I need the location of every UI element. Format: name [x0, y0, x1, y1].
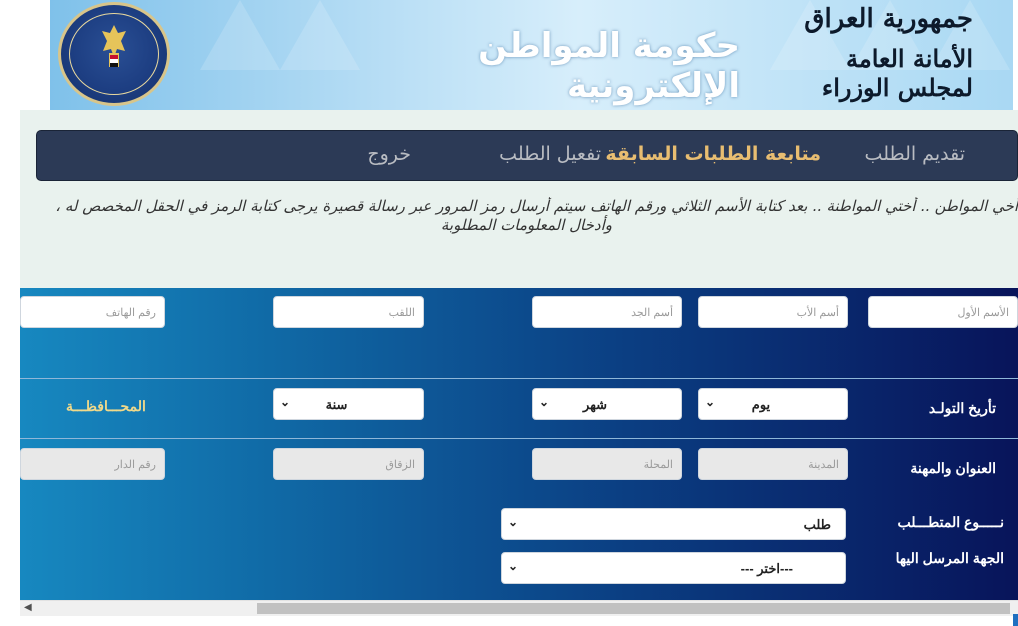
- request-type-label: نـــــوع المتطـــلب: [897, 514, 1004, 530]
- nav-logout[interactable]: خروج: [367, 143, 411, 165]
- secretariat-name: الأمانة العامة لمجلس الوزراء: [821, 44, 973, 102]
- instructions-line2: وأدخال المعلومات المطلوبة: [440, 216, 612, 234]
- chevron-down-icon: ⌄: [508, 559, 519, 573]
- chevron-down-icon: ⌄: [508, 515, 519, 529]
- chevron-down-icon: ⌄: [705, 395, 716, 409]
- form-divider: [20, 438, 1018, 439]
- eagle-icon: [99, 23, 129, 73]
- first-name-field[interactable]: الأسم الأول: [868, 296, 1018, 328]
- district-field[interactable]: المحلة: [532, 448, 682, 480]
- chevron-down-icon: ⌄: [280, 395, 291, 409]
- birth-month-select[interactable]: شهر ⌄: [532, 388, 682, 420]
- birth-year-select[interactable]: سنة ⌄: [273, 388, 424, 420]
- alley-field[interactable]: الزقاق: [273, 448, 424, 480]
- chevron-down-icon: ⌄: [539, 395, 550, 409]
- grandfather-name-field[interactable]: أسم الجد: [532, 296, 682, 328]
- scrollbar-thumb[interactable]: [257, 603, 1010, 614]
- scroll-left-arrow-icon[interactable]: ◀: [24, 602, 32, 613]
- destination-select[interactable]: ---اختر --- ⌄: [501, 552, 846, 584]
- government-name: جمهورية العراق: [804, 4, 973, 34]
- portal-title: حكومة المواطن الإلكترونية: [478, 26, 740, 106]
- corner-marker: [1013, 614, 1018, 626]
- address-label: العنوان والمهنة: [910, 460, 996, 476]
- iraq-emblem-seal-icon: [58, 2, 170, 106]
- phone-field[interactable]: رقم الهاتف: [20, 296, 165, 328]
- destination-label: الجهة المرسل اليها: [895, 550, 1004, 566]
- horizontal-scrollbar[interactable]: [20, 600, 1018, 616]
- surname-field[interactable]: اللقب: [273, 296, 424, 328]
- birth-date-label: تأريخ التولـد: [928, 400, 996, 416]
- request-type-select[interactable]: طلب ⌄: [501, 508, 846, 540]
- nav-submit-request[interactable]: تقديم الطلب: [864, 143, 965, 165]
- nav-activate-request[interactable]: تفعيل الطلب: [499, 143, 601, 165]
- form-divider: [20, 378, 1018, 379]
- governorate-label: المحـــافظـــة: [66, 398, 146, 414]
- nav-track-previous-requests[interactable]: متابعة الطلبات السابقة: [605, 143, 821, 165]
- father-name-field[interactable]: أسم الأب: [698, 296, 848, 328]
- house-number-field[interactable]: رقم الدار: [20, 448, 165, 480]
- city-field[interactable]: المدينة: [698, 448, 848, 480]
- birth-day-select[interactable]: يوم ⌄: [698, 388, 848, 420]
- header-banner: [50, 0, 1013, 110]
- main-navbar: [36, 130, 1018, 181]
- instructions-line1: أخي المواطن .. أختي المواطنة .. بعد كتابة الأسم الثلاثي ورقم الهاتف سيتم أرسال رمز المرور عبر رسالة قصيرة يرجى كتابة الرمز في الحقل المخصص له ،: [55, 197, 1018, 215]
